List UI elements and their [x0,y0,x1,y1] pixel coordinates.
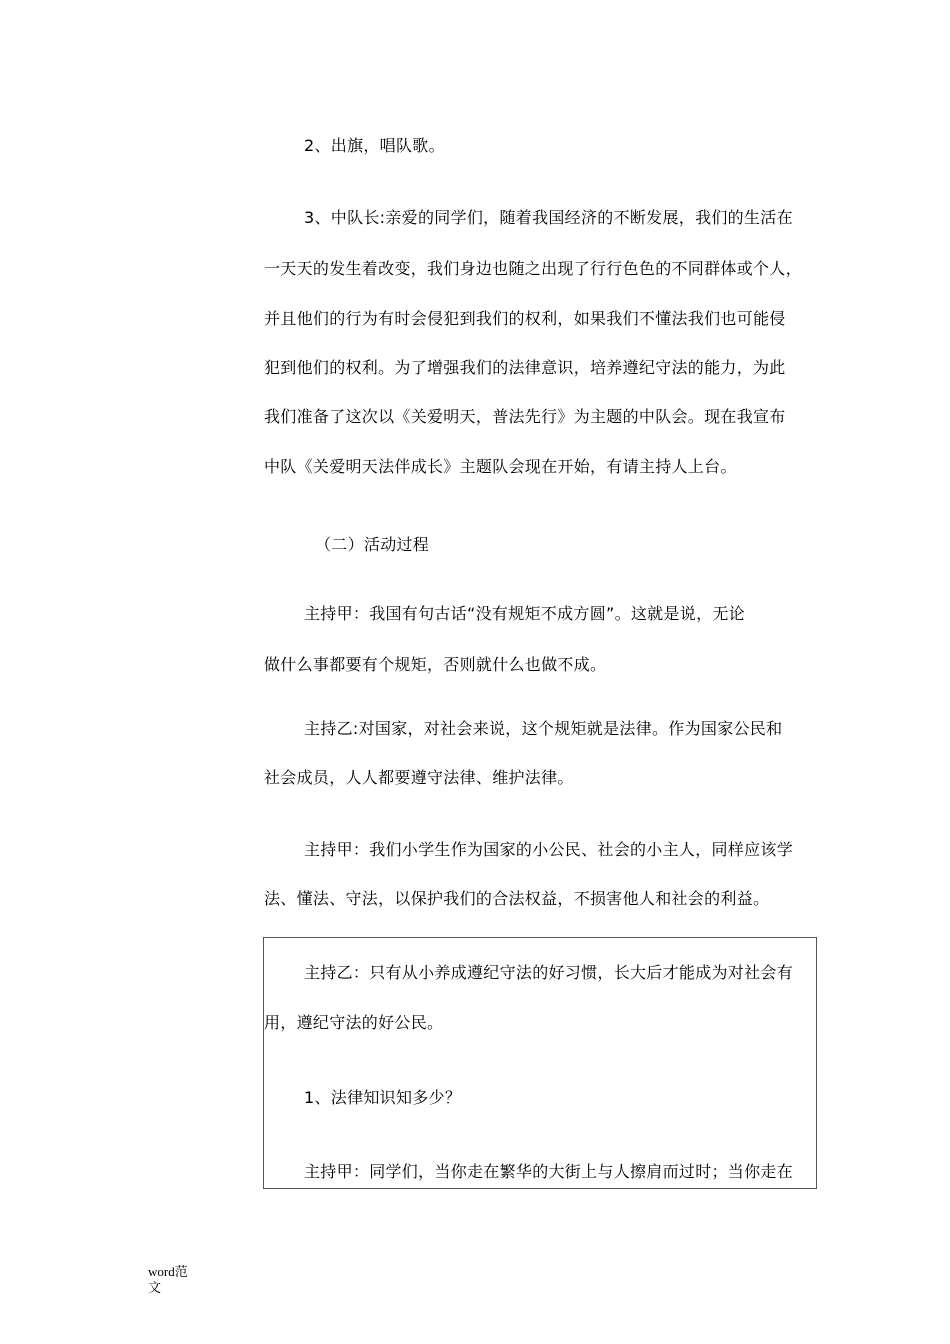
paragraph-line: 主持甲：我们小学生作为国家的小公民、社会的小主人，同样应该学 [304,840,794,859]
page-footer [148,1264,188,1296]
paragraph-line: 主持乙:对国家，对社会来说，这个规矩就是法律。作为国家公民和 [304,719,783,738]
box-line: 用，遵纪守法的好公民。 [264,1013,444,1032]
paragraph-line: 中队《关爱明天法伴成长》主题队会现在开始，有请主持人上台。 [264,457,737,476]
box-line: 主持甲：同学们，当你走在繁华的大街上与人擦肩而过时；当你走在 [304,1162,794,1181]
paragraph-line: 做什么事都要有个规矩，否则就什么也做不成。 [264,655,607,674]
paragraph-line: 主持甲：我国有句古话“没有规矩不成方圆”。这就是说，无论 [304,604,745,623]
box-line: 主持乙：只有从小养成遵纪守法的好习惯，长大后才能成为对社会有 [304,963,794,982]
paragraph-line: 法、懂法、守法，以保护我们的合法权益，不损害他人和社会的利益。 [264,889,770,908]
box-line: 1、法律知识知多少？ [304,1088,462,1107]
paragraph-line: 我们准备了这次以《关爱明天，普法先行》为主题的中队会。现在我宣布 [264,407,786,426]
paragraph-line: 一天天的发生着改变，我们身边也随之出现了行行色色的不同群体或个人， [264,259,802,278]
paragraph-line: 3、中队长:亲爱的同学们，随着我国经济的不断发展，我们的生活在 [304,208,793,227]
paragraph-line: 犯到他们的权利。为了增强我们的法律意识，培养遵纪守法的能力，为此 [264,358,786,377]
footer-line: word范 [148,1264,188,1279]
paragraph-line: 2、出旗，唱队歌。 [304,136,445,155]
paragraph-line: 并且他们的行为有时会侵犯到我们的权利，如果我们不懂法我们也可能侵 [264,309,786,328]
footer-line: 文 [148,1280,162,1295]
section-heading: （二）活动过程 [315,535,430,554]
paragraph-line: 社会成员，人人都要遵守法律、维护法律。 [264,768,574,787]
